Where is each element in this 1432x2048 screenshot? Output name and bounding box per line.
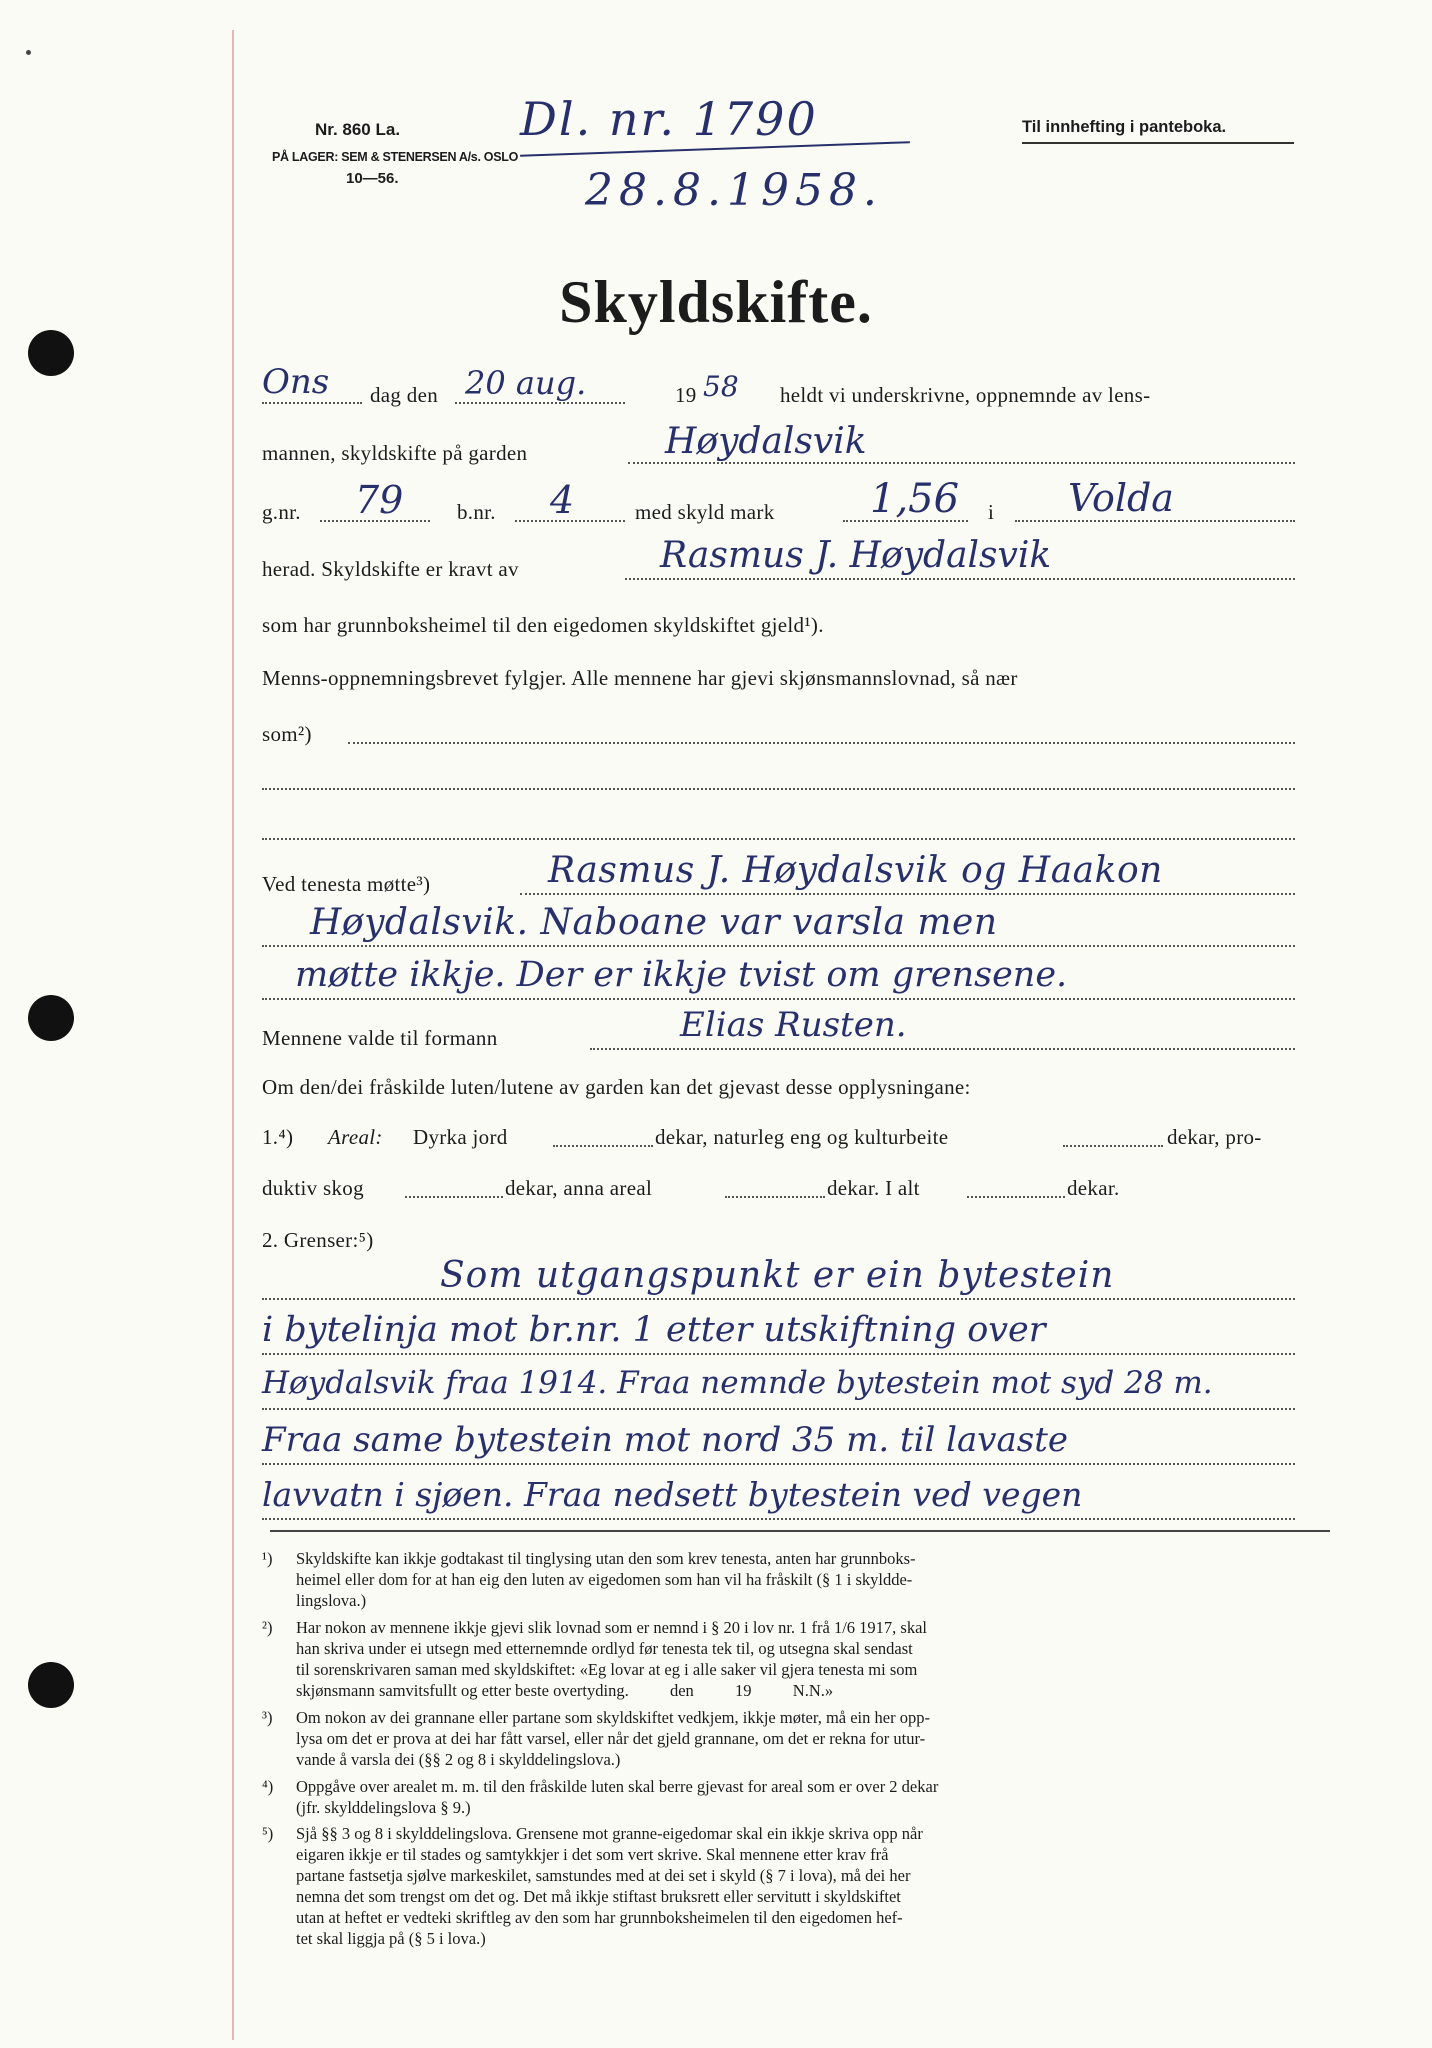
borders-handwritten-2: i bytelinja mot br.nr. 1 etter utskiftning over — [262, 1310, 1046, 1350]
footnote-2-line-4: skjønsmann samvitsfullt og etter beste overtyding. den 19 N.N.» — [296, 1681, 834, 1700]
footnote-5 — [262, 1823, 1297, 1949]
skyld-handwritten: 1,56 — [870, 476, 960, 522]
borders-line-3 — [262, 1408, 1295, 1410]
met-label: Ved tenesta møtte³) — [262, 872, 431, 896]
footnote-4 — [262, 1776, 1297, 1818]
line7-text: som²) — [262, 722, 312, 746]
footnote-1-line-3: lingslova.) — [296, 1591, 367, 1610]
weekday-handwritten: Ons — [262, 362, 330, 402]
line1-text: heldt vi underskrivne, oppnemnde av lens- — [780, 383, 1151, 407]
claimant-handwritten: Rasmus J. Høydalsvik — [660, 535, 1052, 576]
area-t2: dekar, naturleg eng og kulturbeite — [655, 1125, 949, 1149]
area-label: Areal: — [328, 1125, 383, 1149]
municipality-line — [1015, 520, 1295, 522]
met-handwritten-3: møtte ikkje. Der er ikkje tvist om grensene. — [295, 955, 1068, 995]
skyld-line — [843, 520, 968, 522]
chairman-handwritten: Elias Rusten. — [680, 1005, 907, 1045]
date-line — [455, 402, 625, 404]
info-line: Om den/dei fråskilde luten/lutene av garden kan det gjevast desse opplysningane: — [262, 1075, 971, 1099]
footnote-5-line-4: nemna det som trengst om det og. Det må ikkje stiftast bruksrett eller servitutt i skyldskiftet — [296, 1887, 901, 1906]
borders-line-1 — [262, 1298, 1295, 1300]
chairman-line — [590, 1048, 1295, 1050]
borders-handwritten-3: Høydalsvik fraa 1914. Fraa nemnde bytestein mot syd 28 m. — [262, 1365, 1213, 1401]
area-num: 1.⁴) — [262, 1125, 294, 1149]
line7-dots — [348, 742, 1295, 744]
area-dots-3 — [405, 1196, 503, 1198]
farm-name-handwritten: Høydalsvik — [665, 421, 867, 462]
borders-line-2 — [262, 1353, 1295, 1355]
blank-line-1 — [262, 788, 1295, 790]
footnote-5-line-2: eigaren ikkje er til stades og samtykkjer i det som vert skrive. Skal mennene etter krav frå — [296, 1845, 889, 1864]
line4-text: herad. Skyldskifte er kravt av — [262, 557, 519, 581]
borders-line-5 — [262, 1518, 1295, 1520]
line2-text: mannen, skyldskifte på garden — [262, 441, 528, 465]
footnote-2-line-1: Har nokon av mennene ikkje gjevi slik lovnad som er nemnd i § 20 i lov nr. 1 frå 1/6 1917, skal — [296, 1618, 928, 1637]
footnote-2 — [262, 1617, 1297, 1701]
stamp-number: Dl. nr. 1790 — [520, 92, 818, 146]
punch-hole-bottom — [28, 1662, 74, 1708]
print-date: 10—56. — [346, 170, 399, 187]
filing-note: Til innhefting i panteboka. — [1022, 118, 1227, 136]
footnote-5-line-5: utan at heftet er vedteki skriftleg av den som har grunnboksheimelen til den eigedomen hef- — [296, 1908, 903, 1927]
line5-text: som har grunnboksheimel til den eigedomen skyldskiftet gjeld¹). — [262, 613, 824, 637]
footnote-5-line-1: Sjå §§ 3 og 8 i skylddelingslova. Grensene mot granne-eigedomar skal ein ikkje skriva opp når — [296, 1824, 923, 1843]
footnote-2-line-2: han skriva under ei utsegn med etternemnde ordlyd før tenesta tek til, og utsegna skal sendast — [296, 1639, 913, 1658]
footnote-5-line-3: partane fastsetja sjølve markeskilet, samstundes med at dei set i skyld (§ 7 i lova), må dei her — [296, 1866, 911, 1885]
i-label: i — [988, 500, 995, 524]
ink-dot — [26, 50, 31, 55]
met-handwritten-2: Høydalsvik. Naboane var varsla men — [310, 902, 998, 943]
footnote-3-line-2: lysa om det er prova at dei har fått varsel, eller når det gjeld grannane, om det er rekna for utur- — [296, 1729, 926, 1748]
municipality-handwritten: Volda — [1068, 476, 1174, 520]
met-line-1 — [520, 893, 1295, 895]
printer-line: PÅ LAGER: SEM & STENERSEN A/s. OSLO — [272, 150, 519, 164]
bnr-line — [515, 520, 625, 522]
area-t1: Dyrka jord — [413, 1125, 508, 1149]
area-dots-5 — [967, 1196, 1065, 1198]
met-handwritten-1: Rasmus J. Høydalsvik og Haakon — [548, 850, 1163, 891]
gnr-handwritten: 79 — [355, 478, 404, 522]
borders-line-4 — [262, 1463, 1295, 1465]
met-line-3 — [262, 998, 1295, 1000]
dag-den-label: dag den — [370, 383, 438, 407]
weekday-line — [262, 402, 362, 404]
footnote-rule — [270, 1530, 1330, 1532]
borders-handwritten-5: lavvatn i sjøen. Fraa nedsett bytestein ved vegen — [262, 1475, 1083, 1514]
line6-text: Menns-oppnemningsbrevet fylgjer. Alle mennene har gjevi skjønsmannslovnad, så nær — [262, 666, 1018, 690]
punch-hole-middle — [28, 995, 74, 1041]
footnote-5-num: ⁵) — [262, 1824, 274, 1843]
footnote-4-line-2: (jfr. skylddelingslova § 9.) — [296, 1798, 471, 1817]
footnote-5-line-6: tet skal liggja på (§ 5 i lova.) — [296, 1929, 486, 1948]
bnr-handwritten: 4 — [550, 478, 575, 522]
year-prefix: 19 — [675, 383, 697, 407]
met-line-2 — [262, 945, 1295, 947]
chairman-label: Mennene valde til formann — [262, 1026, 498, 1050]
year-handwritten: 58 — [703, 370, 739, 403]
bnr-label: b.nr. — [457, 500, 496, 524]
blank-line-2 — [262, 838, 1295, 840]
borders-handwritten-4: Fraa same bytestein mot nord 35 m. til lavaste — [262, 1420, 1069, 1460]
area-t6: dekar. I alt — [827, 1176, 920, 1200]
footnote-2-num: ²) — [262, 1618, 273, 1637]
area-t4: duktiv skog — [262, 1176, 364, 1200]
area-dots-4 — [725, 1196, 825, 1198]
area-t7: dekar. — [1067, 1176, 1120, 1200]
area-dots-1 — [553, 1145, 653, 1147]
borders-label: 2. Grenser:⁵) — [262, 1228, 374, 1252]
footnote-3-line-3: vande å varsla dei (§§ 2 og 8 i skylddelingslova.) — [296, 1750, 621, 1769]
footnote-3-num: ³) — [262, 1708, 273, 1727]
claimant-line — [625, 578, 1295, 580]
filing-note-underline — [1022, 142, 1294, 144]
footnote-1-num: ¹) — [262, 1549, 273, 1568]
gnr-line — [320, 520, 430, 522]
gnr-label: g.nr. — [262, 500, 301, 524]
borders-handwritten-1: Som utgangspunkt er ein bytestein — [440, 1255, 1115, 1296]
footnote-4-num: ⁴) — [262, 1777, 274, 1796]
area-dots-2 — [1063, 1145, 1163, 1147]
skyld-label: med skyld mark — [635, 500, 775, 524]
footnote-1 — [262, 1548, 1297, 1611]
footnote-3-line-1: Om nokon av dei grannane eller partane som skyldskiftet vedkjem, ikkje møter, må ein her opp- — [296, 1708, 930, 1727]
footnote-1-line-2: heimel eller dom for at han eig den luten av eigedomen som han vil ha fråskilt (§ 1 i skyldde- — [296, 1570, 913, 1589]
footnote-1-line-1: Skyldskifte kan ikkje godtakast til tinglysing utan den som krev tenesta, anten har grunnboks- — [296, 1549, 916, 1568]
farm-line — [628, 462, 1295, 464]
footnote-3 — [262, 1707, 1297, 1770]
footnote-4-line-1: Oppgåve over arealet m. m. til den fråskilde luten skal berre gjevast for areal som er over 2 dekar — [296, 1777, 939, 1796]
area-t5: dekar, anna areal — [505, 1176, 653, 1200]
stamp-date: 28.8.1958. — [585, 165, 883, 216]
date-handwritten: 20 aug. — [465, 364, 587, 402]
document-title: Skyldskifte. — [559, 269, 873, 335]
area-t3: dekar, pro- — [1167, 1125, 1262, 1149]
footnote-2-line-3: til sorenskrivaren saman med skyldskiftet: «Eg lovar at eg i alle saker vil gjera tenesta mi som — [296, 1660, 918, 1679]
form-number: Nr. 860 La. — [315, 120, 401, 139]
